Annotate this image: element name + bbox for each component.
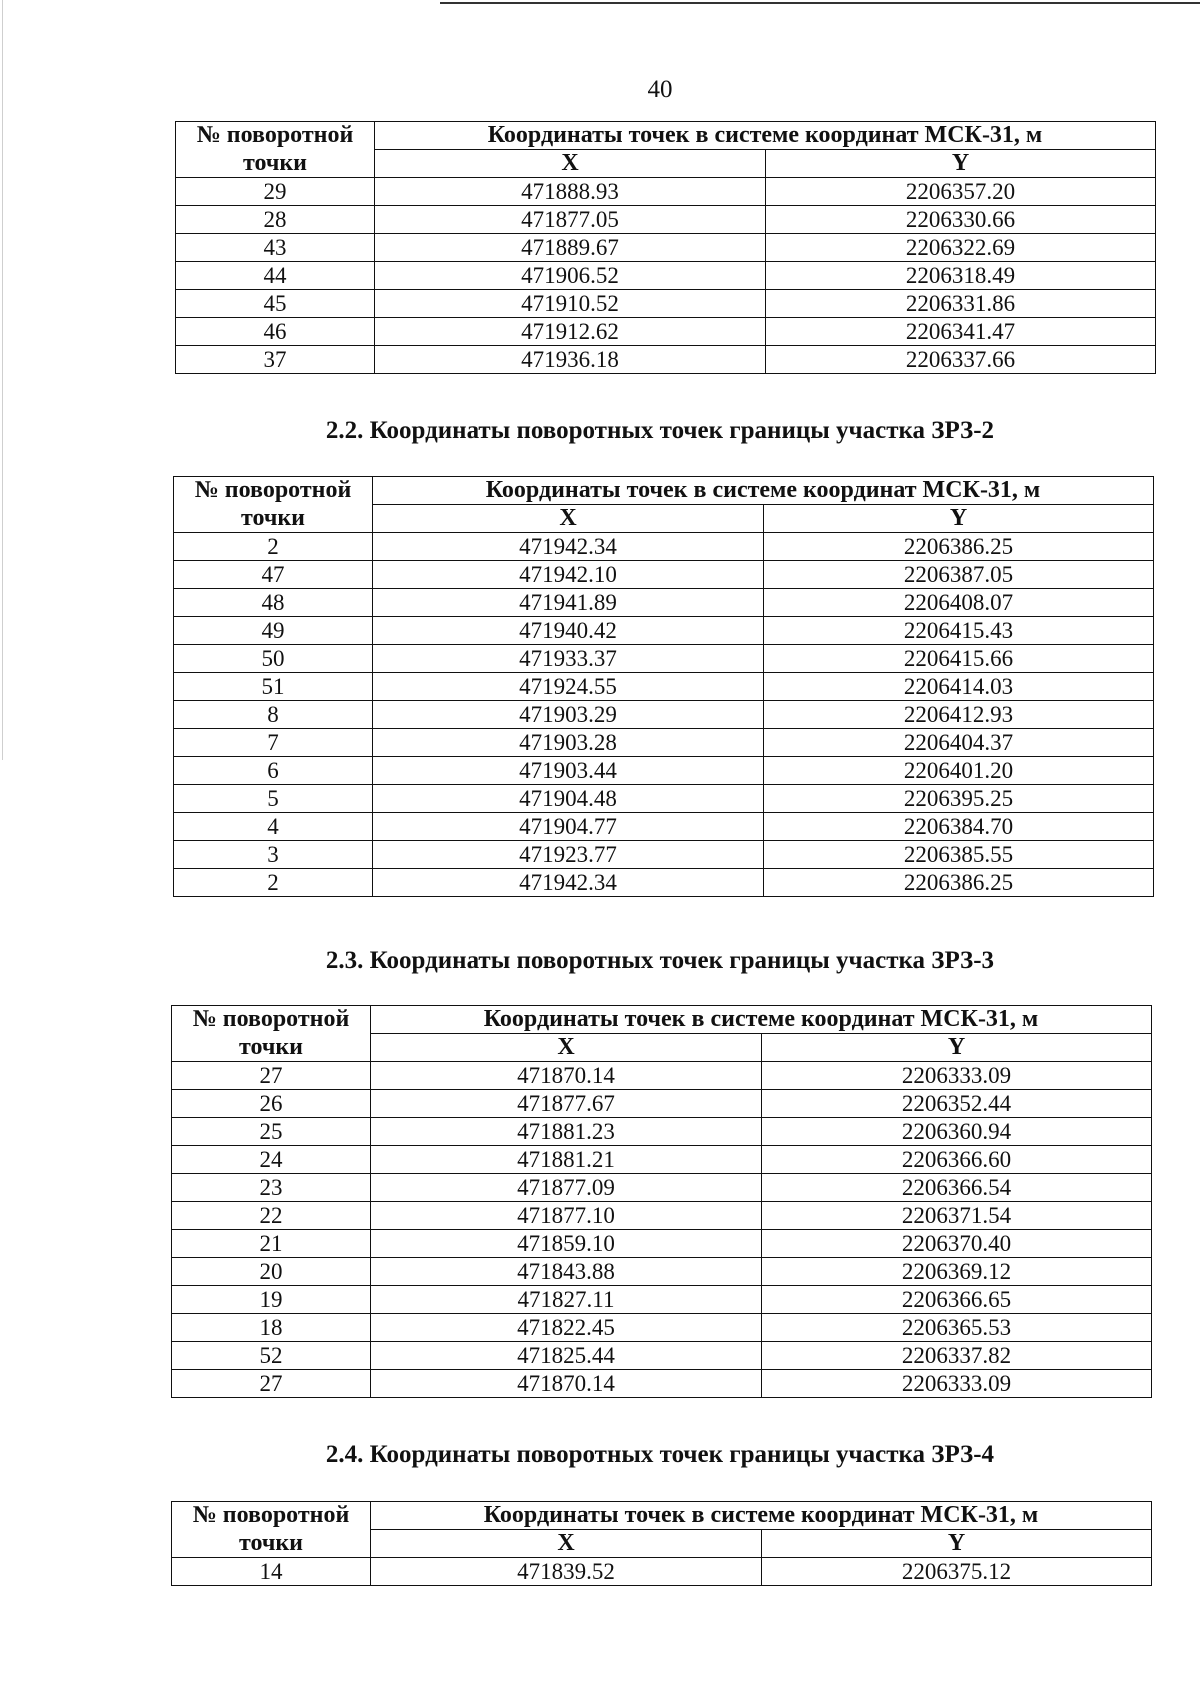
x-coordinate-cell: 471870.14 xyxy=(371,1370,762,1398)
table-row xyxy=(174,617,1154,645)
point-number-cell: 29 xyxy=(176,178,375,206)
table-row xyxy=(174,589,1154,617)
x-coordinate-cell: 471888.93 xyxy=(375,178,766,206)
coordinates-header: Координаты точек в системе координат МСК-31, м xyxy=(371,1006,1152,1034)
table-row xyxy=(172,1090,1152,1118)
point-number-cell: 3 xyxy=(174,841,373,869)
table-row xyxy=(176,290,1156,318)
y-coordinate-cell: 2206318.49 xyxy=(766,262,1156,290)
table-row xyxy=(172,1314,1152,1342)
x-coordinate-cell: 471843.88 xyxy=(371,1258,762,1286)
table-row xyxy=(176,178,1156,206)
y-column-header: Y xyxy=(766,150,1156,178)
x-coordinate-cell: 471839.52 xyxy=(371,1558,762,1586)
y-coordinate-cell: 2206414.03 xyxy=(764,673,1154,701)
point-number-cell: 52 xyxy=(172,1342,371,1370)
point-number-cell: 28 xyxy=(176,206,375,234)
x-column-header: X xyxy=(373,505,764,533)
point-number-cell: 18 xyxy=(172,1314,371,1342)
x-column-header: X xyxy=(371,1034,762,1062)
table-row xyxy=(176,206,1156,234)
table-row xyxy=(174,841,1154,869)
point-number-cell: 21 xyxy=(172,1230,371,1258)
section-title: 2.2. Координаты поворотных точек границы участка ЗРЗ-2 xyxy=(325,417,995,444)
y-coordinate-cell: 2206385.55 xyxy=(764,841,1154,869)
y-coordinate-cell: 2206386.25 xyxy=(764,533,1154,561)
point-number-header: № поворотной xyxy=(174,477,373,505)
y-column-header: Y xyxy=(762,1034,1152,1062)
x-coordinate-cell: 471859.10 xyxy=(371,1230,762,1258)
point-number-cell: 7 xyxy=(174,729,373,757)
y-coordinate-cell: 2206386.25 xyxy=(764,869,1154,897)
table-header-row xyxy=(176,150,1156,178)
x-coordinate-cell: 471877.09 xyxy=(371,1174,762,1202)
point-number-header: точки xyxy=(172,1530,371,1558)
point-number-cell: 45 xyxy=(176,290,375,318)
y-coordinate-cell: 2206337.66 xyxy=(766,346,1156,374)
table-header-row xyxy=(174,477,1154,505)
table-row xyxy=(176,346,1156,374)
y-coordinate-cell: 2206371.54 xyxy=(762,1202,1152,1230)
point-number-header: точки xyxy=(176,150,375,178)
table-row xyxy=(172,1558,1152,1586)
x-coordinate-cell: 471910.52 xyxy=(375,290,766,318)
x-coordinate-cell: 471903.29 xyxy=(373,701,764,729)
coordinates-table xyxy=(175,121,1156,374)
coordinates-table xyxy=(171,1005,1152,1398)
coordinates-header: Координаты точек в системе координат МСК-31, м xyxy=(375,122,1156,150)
x-column-header: X xyxy=(371,1530,762,1558)
point-number-header: № поворотной xyxy=(172,1502,371,1530)
point-number-cell: 37 xyxy=(176,346,375,374)
table-row xyxy=(172,1370,1152,1398)
point-number-cell: 2 xyxy=(174,533,373,561)
table-row xyxy=(172,1146,1152,1174)
y-coordinate-cell: 2206322.69 xyxy=(766,234,1156,262)
point-number-cell: 5 xyxy=(174,785,373,813)
point-number-header: № поворотной xyxy=(172,1006,371,1034)
point-number-cell: 46 xyxy=(176,318,375,346)
y-coordinate-cell: 2206365.53 xyxy=(762,1314,1152,1342)
table-row xyxy=(174,785,1154,813)
page-number: 40 xyxy=(647,76,673,103)
point-number-cell: 49 xyxy=(174,617,373,645)
y-coordinate-cell: 2206337.82 xyxy=(762,1342,1152,1370)
table-row xyxy=(174,757,1154,785)
x-coordinate-cell: 471870.14 xyxy=(371,1062,762,1090)
point-number-cell: 19 xyxy=(172,1286,371,1314)
point-number-cell: 2 xyxy=(174,869,373,897)
point-number-cell: 25 xyxy=(172,1118,371,1146)
y-coordinate-cell: 2206415.43 xyxy=(764,617,1154,645)
point-number-cell: 23 xyxy=(172,1174,371,1202)
table-row xyxy=(174,533,1154,561)
table-row xyxy=(172,1174,1152,1202)
x-coordinate-cell: 471904.77 xyxy=(373,813,764,841)
y-coordinate-cell: 2206404.37 xyxy=(764,729,1154,757)
table-row xyxy=(172,1118,1152,1146)
table-row xyxy=(176,318,1156,346)
x-coordinate-cell: 471881.23 xyxy=(371,1118,762,1146)
table-header-row xyxy=(172,1006,1152,1034)
table-header-row xyxy=(172,1530,1152,1558)
y-coordinate-cell: 2206415.66 xyxy=(764,645,1154,673)
x-coordinate-cell: 471942.34 xyxy=(373,869,764,897)
coordinates-header: Координаты точек в системе координат МСК-31, м xyxy=(373,477,1154,505)
coordinates-table xyxy=(173,476,1154,897)
point-number-cell: 43 xyxy=(176,234,375,262)
y-coordinate-cell: 2206341.47 xyxy=(766,318,1156,346)
y-coordinate-cell: 2206375.12 xyxy=(762,1558,1152,1586)
table-header-row xyxy=(172,1034,1152,1062)
table-row xyxy=(174,813,1154,841)
y-coordinate-cell: 2206330.66 xyxy=(766,206,1156,234)
scan-top-border xyxy=(440,2,1200,4)
table-row xyxy=(174,701,1154,729)
y-coordinate-cell: 2206370.40 xyxy=(762,1230,1152,1258)
point-number-cell: 8 xyxy=(174,701,373,729)
point-number-header: № поворотной xyxy=(176,122,375,150)
table-row xyxy=(176,234,1156,262)
x-coordinate-cell: 471933.37 xyxy=(373,645,764,673)
x-coordinate-cell: 471940.42 xyxy=(373,617,764,645)
table-row xyxy=(172,1342,1152,1370)
x-coordinate-cell: 471906.52 xyxy=(375,262,766,290)
y-coordinate-cell: 2206387.05 xyxy=(764,561,1154,589)
point-number-cell: 44 xyxy=(176,262,375,290)
x-coordinate-cell: 471942.34 xyxy=(373,533,764,561)
table-header-row xyxy=(176,122,1156,150)
table-row xyxy=(174,729,1154,757)
y-coordinate-cell: 2206333.09 xyxy=(762,1062,1152,1090)
x-coordinate-cell: 471903.28 xyxy=(373,729,764,757)
y-column-header: Y xyxy=(764,505,1154,533)
table-row xyxy=(176,262,1156,290)
y-coordinate-cell: 2206395.25 xyxy=(764,785,1154,813)
x-coordinate-cell: 471877.67 xyxy=(371,1090,762,1118)
y-coordinate-cell: 2206366.54 xyxy=(762,1174,1152,1202)
x-coordinate-cell: 471827.11 xyxy=(371,1286,762,1314)
y-coordinate-cell: 2206366.60 xyxy=(762,1146,1152,1174)
point-number-cell: 20 xyxy=(172,1258,371,1286)
point-number-cell: 4 xyxy=(174,813,373,841)
y-column-header: Y xyxy=(762,1530,1152,1558)
point-number-header: точки xyxy=(174,505,373,533)
y-coordinate-cell: 2206366.65 xyxy=(762,1286,1152,1314)
table-row xyxy=(172,1230,1152,1258)
x-coordinate-cell: 471923.77 xyxy=(373,841,764,869)
x-coordinate-cell: 471941.89 xyxy=(373,589,764,617)
table-row xyxy=(172,1258,1152,1286)
point-number-cell: 48 xyxy=(174,589,373,617)
x-coordinate-cell: 471903.44 xyxy=(373,757,764,785)
x-coordinate-cell: 471825.44 xyxy=(371,1342,762,1370)
y-coordinate-cell: 2206360.94 xyxy=(762,1118,1152,1146)
coordinates-table xyxy=(171,1501,1152,1586)
x-coordinate-cell: 471936.18 xyxy=(375,346,766,374)
point-number-cell: 22 xyxy=(172,1202,371,1230)
table-row xyxy=(174,673,1154,701)
scan-left-edge xyxy=(2,0,3,760)
section-title: 2.3. Координаты поворотных точек границы участка ЗРЗ-3 xyxy=(325,947,995,974)
table-row xyxy=(174,561,1154,589)
table-row xyxy=(172,1202,1152,1230)
point-number-cell: 26 xyxy=(172,1090,371,1118)
x-coordinate-cell: 471881.21 xyxy=(371,1146,762,1174)
y-coordinate-cell: 2206408.07 xyxy=(764,589,1154,617)
x-coordinate-cell: 471912.62 xyxy=(375,318,766,346)
table-row xyxy=(174,869,1154,897)
y-coordinate-cell: 2206369.12 xyxy=(762,1258,1152,1286)
section-title: 2.4. Координаты поворотных точек границы участка ЗРЗ-4 xyxy=(325,1441,995,1468)
point-number-cell: 6 xyxy=(174,757,373,785)
x-coordinate-cell: 471877.05 xyxy=(375,206,766,234)
table-header-row xyxy=(172,1502,1152,1530)
point-number-cell: 27 xyxy=(172,1062,371,1090)
point-number-cell: 50 xyxy=(174,645,373,673)
table-row xyxy=(172,1286,1152,1314)
point-number-cell: 47 xyxy=(174,561,373,589)
y-coordinate-cell: 2206352.44 xyxy=(762,1090,1152,1118)
y-coordinate-cell: 2206412.93 xyxy=(764,701,1154,729)
y-coordinate-cell: 2206384.70 xyxy=(764,813,1154,841)
point-number-cell: 24 xyxy=(172,1146,371,1174)
y-coordinate-cell: 2206331.86 xyxy=(766,290,1156,318)
x-coordinate-cell: 471904.48 xyxy=(373,785,764,813)
coordinates-header: Координаты точек в системе координат МСК-31, м xyxy=(371,1502,1152,1530)
table-row xyxy=(172,1062,1152,1090)
point-number-cell: 51 xyxy=(174,673,373,701)
table-row xyxy=(174,645,1154,673)
table-header-row xyxy=(174,505,1154,533)
point-number-cell: 27 xyxy=(172,1370,371,1398)
x-coordinate-cell: 471942.10 xyxy=(373,561,764,589)
y-coordinate-cell: 2206357.20 xyxy=(766,178,1156,206)
x-coordinate-cell: 471877.10 xyxy=(371,1202,762,1230)
y-coordinate-cell: 2206333.09 xyxy=(762,1370,1152,1398)
x-coordinate-cell: 471924.55 xyxy=(373,673,764,701)
point-number-cell: 14 xyxy=(172,1558,371,1586)
x-coordinate-cell: 471822.45 xyxy=(371,1314,762,1342)
y-coordinate-cell: 2206401.20 xyxy=(764,757,1154,785)
x-column-header: X xyxy=(375,150,766,178)
point-number-header: точки xyxy=(172,1034,371,1062)
x-coordinate-cell: 471889.67 xyxy=(375,234,766,262)
